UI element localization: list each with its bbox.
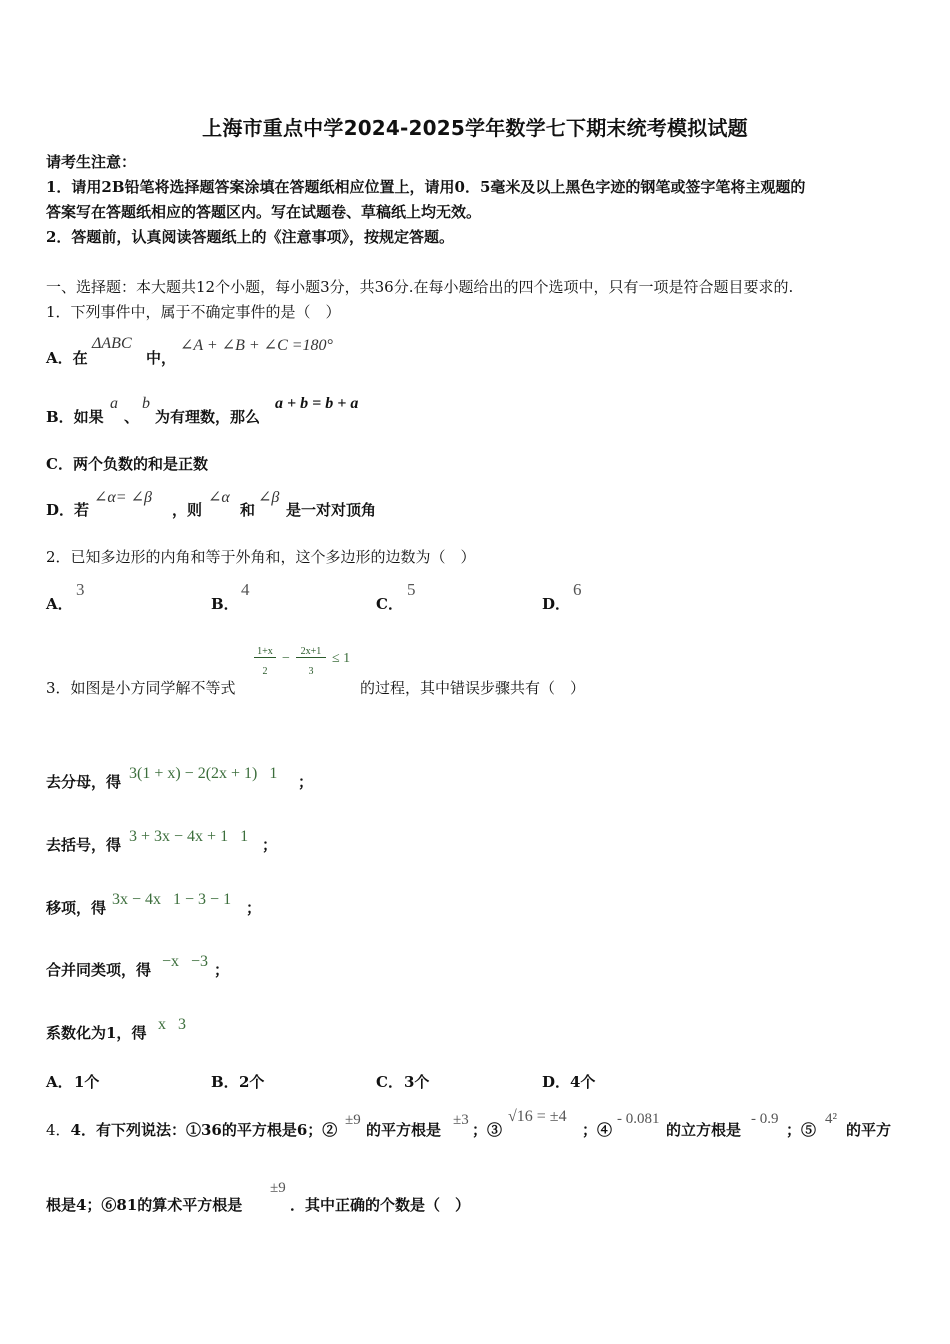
q1-option-a-math-angles: ∠A + ∠B + ∠C =180° [180, 337, 333, 354]
q4-part-6: ；⑤ [786, 1121, 817, 1139]
q4-part-2: 的平方根是 [366, 1121, 442, 1139]
q1-option-d-math-alpha: ∠α [208, 489, 230, 506]
q1-option-d-math-equal: ∠α= ∠β [94, 489, 152, 506]
q2-option-b-label: B． [211, 595, 239, 613]
q3-frac1-num: 1+x [254, 646, 276, 658]
q3-step-5-math: x 3 [158, 1016, 186, 1033]
q1-option-b-math-a: a [110, 395, 118, 412]
question-1-stem: 1．下列事件中，属于不确定事件的是（ ） [46, 303, 341, 321]
section-heading: 一、选择题：本大题共12个小题，每小题3分，共36分.在每小题给出的四个选项中，只有一项是符合题目要求的. [46, 278, 794, 296]
notice-line-1b: 答案写在答题纸相应的答题区内。写在试题卷、草稿纸上均无效。 [46, 203, 482, 221]
q3-step-2-label: 去括号，得 [46, 836, 122, 854]
q4-part-5: 的立方根是 [666, 1121, 742, 1139]
q3-option-d-label: D． [542, 1073, 571, 1091]
q1-option-a-label: A．在 [46, 349, 88, 367]
q4-math-pm9: ±9 [345, 1112, 361, 1128]
q3-ineq: ≤ 1 [332, 651, 351, 666]
q3-option-a-value: 1个 [74, 1073, 100, 1091]
q1-option-c: C．两个负数的和是正数 [46, 455, 208, 473]
notice-header: 请考生注意： [46, 153, 137, 171]
q3-step-1-math: 3(1 + x) − 2(2x + 1) 1 [129, 765, 278, 782]
q4-math-pm3: ±3 [453, 1112, 469, 1128]
q3-step-2-math: 3 + 3x − 4x + 1 1 [129, 828, 249, 845]
q1-option-b-sep: 、 [124, 408, 140, 426]
q3-frac2-num: 2x+1 [296, 646, 326, 658]
q1-option-d-mid1: ，则 [172, 501, 203, 519]
page-title: 上海市重点中学2024-2025学年数学七下期末统考模拟试题 [202, 116, 748, 140]
q2-option-c-value: 5 [407, 580, 416, 599]
q3-option-d-value: 4个 [570, 1073, 596, 1091]
q3-step-1-label: 去分母，得 [46, 773, 122, 791]
q2-option-c-label: C． [376, 595, 403, 613]
question-3-stem-post: 的过程，其中错误步骤共有（ ） [360, 679, 586, 697]
q3-step-3-end: ； [246, 899, 262, 917]
notice-line-2: 2．答题前，认真阅读答题纸上的《注意事项》，按规定答题。 [46, 228, 454, 246]
q2-option-a-label: A． [46, 595, 73, 613]
q4-line-2a: 根是4；⑥81的算术平方根是 [46, 1196, 243, 1214]
q2-option-b-value: 4 [241, 580, 250, 599]
q2-option-d-label: D． [542, 595, 571, 613]
q1-option-b-math-sum: a + b = b + a [275, 395, 359, 412]
q3-step-2-end: ； [262, 836, 278, 854]
q4-math-pm9-b: ±9 [270, 1180, 286, 1196]
q1-option-b-math-b: b [142, 395, 150, 412]
q4-part-7: 的平方 [846, 1121, 892, 1139]
q4-part-4: ；④ [582, 1121, 613, 1139]
q4-line-2b: ．其中正确的个数是（ ） [290, 1196, 471, 1214]
notice-line-1a: 1．请用2B铅笔将选择题答案涂填在答题纸相应位置上，请用0．5毫米及以上黑色字迹的钢笔或签字笔将主观题的 [46, 178, 806, 196]
q4-math-4squared: 4² [825, 1111, 837, 1127]
q4-math-neg0081: - 0.081 [617, 1111, 660, 1127]
q1-option-b-label: B．如果 [46, 408, 104, 426]
q3-step-4-end: ； [214, 961, 230, 979]
q3-step-3-label: 移项，得 [46, 899, 107, 917]
q3-option-c-label: C． [376, 1073, 403, 1091]
q1-option-d-mid2: 和 [240, 501, 256, 519]
q4-part-1-text: 4．有下列说法：①36的平方根是6；② [70, 1121, 338, 1139]
q2-option-a-value: 3 [76, 580, 85, 599]
q3-step-3-math: 3x − 4x 1 − 3 − 1 [112, 891, 232, 908]
q3-option-b-label: B． [211, 1073, 239, 1091]
q3-step-4-math: −x −3 [162, 953, 209, 970]
q4-math-neg09: - 0.9 [751, 1111, 779, 1127]
q3-option-b-value: 2个 [239, 1073, 265, 1091]
q1-option-d-end: 是一对对顶角 [286, 501, 377, 519]
q4-math-sqrt16: √16 = ±4 [508, 1108, 567, 1125]
question-3-stem-pre: 3．如图是小方同学解不等式 [46, 679, 236, 697]
q3-option-c-value: 3个 [404, 1073, 430, 1091]
q3-step-1-end: ； [298, 773, 314, 791]
q1-option-b-mid: 为有理数，那么 [155, 408, 261, 426]
q1-option-d-math-beta: ∠β [258, 489, 280, 506]
question-2-stem: 2．已知多边形的内角和等于外角和，这个多边形的边数为（ ） [46, 548, 476, 566]
q3-minus: − [282, 651, 290, 666]
q1-option-d-label: D．若 [46, 501, 90, 519]
q3-frac1-den: 2 [262, 666, 268, 677]
q4-part-1: 4．4．有下列说法：①36的平方根是6；② [46, 1121, 338, 1139]
q3-inequality-formula [254, 646, 359, 680]
q4-part-3: ；③ [472, 1121, 503, 1139]
q3-step-5-label: 系数化为1，得 [46, 1024, 147, 1042]
q1-option-a-mid: 中， [146, 349, 177, 367]
q1-option-a-math-triangle: ΔABC [92, 335, 132, 352]
q3-option-a-label: A． [46, 1073, 73, 1091]
q3-step-4-label: 合并同类项，得 [46, 961, 152, 979]
q3-frac2-den: 3 [308, 666, 314, 677]
q2-option-d-value: 6 [573, 580, 582, 599]
